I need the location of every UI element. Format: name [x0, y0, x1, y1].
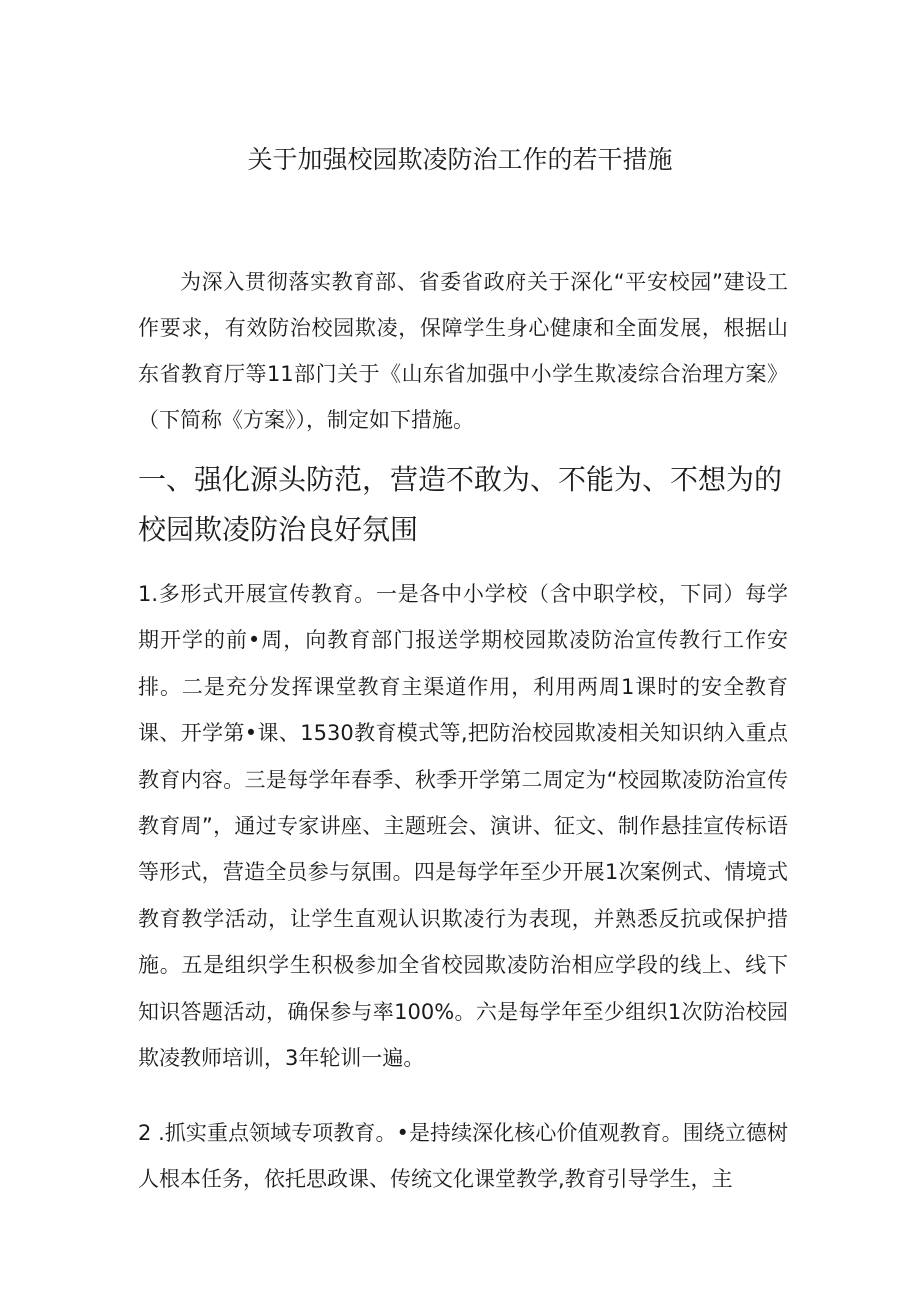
- paragraph-2: 2 .抓实重点领域专项教育。•是持续深化核心价值观教育。围绕立德树人根本任务，依托思政课、传统文化课堂教学,教育引导学生，主: [138, 1121, 788, 1192]
- paragraph-1: 1.多形式开展宣传教育。一是各中小学校（含中职学校，下同）每学期开学的前•周，向教育部门报送学期校园欺凌防治宣传教行工作安排。二是充分发挥课堂教育主渠道作用，利用两周1课时的安全教育课、开学第•课、1530教育模式等,把防治校园欺凌相关知识纳入重点教育内容。三是每学年春季、秋季开学第二周定为“校园欺凌防治宣传教育周”，通过专家讲座、主题班会、演讲、征文、制作悬挂宣传标语等形式，营造全员参与氛围。四是每学年至少开展1次案例式、情境式教育教学活动，让学生直观认识欺凌行为表现，并熟悉反抗或保护措施。五是组织学生积极参加全省校园欺凌防治相应学段的线上、线下知识答题活动，确保参与率100%。六是每学年至少组织1次防治校园欺凌教师培训，3年轮训一遍。: [138, 582, 788, 1071]
- intro-paragraph: 为深入贯彻落实教育部、省委省政府关于深化“平安校园”建设工作要求，有效防治校园欺凌，保障学生身心健康和全面发展，根据山东省教育厅等11部门关于《山东省加强中小学生欺凌综合治理方案》（下简称《方案》），制定如下措施。: [138, 270, 788, 432]
- document-title: 关于加强校园欺凌防治工作的若干措施: [247, 145, 673, 174]
- section-1-heading: 一、强化源头防范，营造不敢为、不能为、不想为的校园欺凌防治良好氛围: [138, 463, 783, 546]
